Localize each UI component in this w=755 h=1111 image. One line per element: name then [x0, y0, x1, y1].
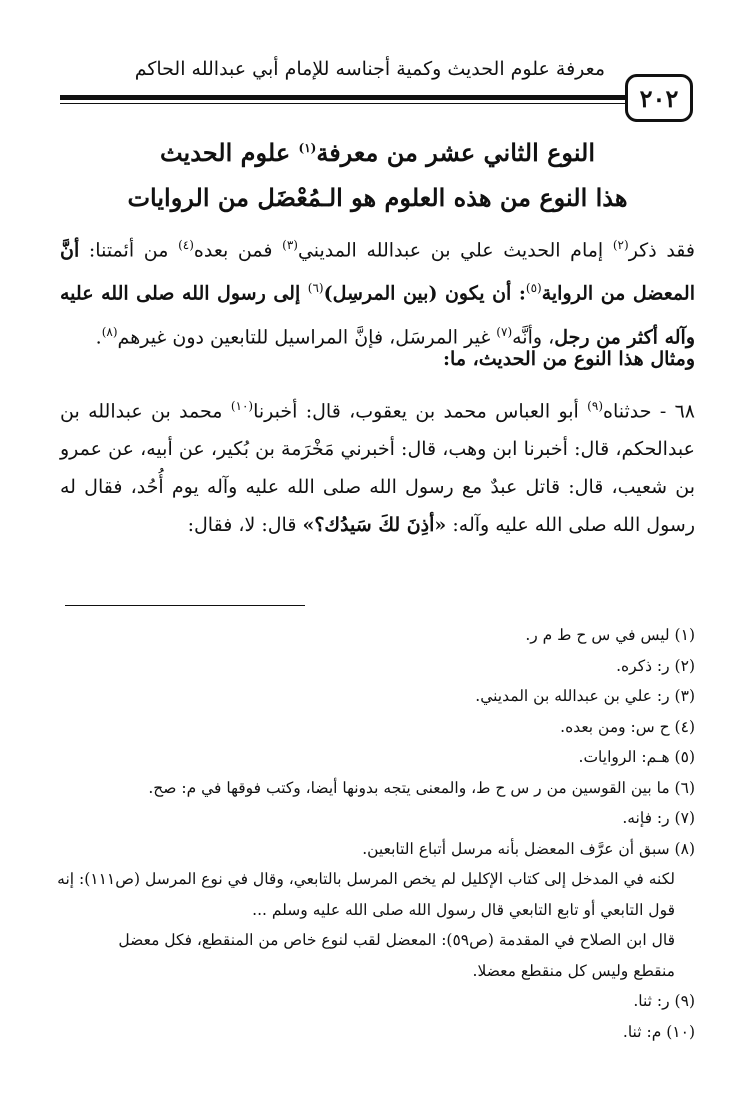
bold-run: «أذِنَ لكَ سَيدُك؟» [302, 514, 447, 537]
footnote: (١٠) م: ثنا. [622, 1022, 695, 1041]
text-run: ٦٨ - حدثناه [603, 400, 695, 423]
page-number: ٢٠٢ [625, 74, 693, 122]
header-rule-thick [60, 95, 625, 100]
text-run: . [95, 325, 102, 348]
footnote-continuation: قال ابن الصلاح في المقدمة (ص٥٩): المعضل لقب لنوع خاص من المنقطع، فكل معضل [118, 931, 675, 949]
footnote-ref: (٣) [282, 238, 298, 252]
footnote-ref: (٥) [525, 281, 542, 296]
footnotes [57, 620, 695, 1047]
footnote-ref: (٤) [178, 238, 194, 252]
footnote: (٤) ح س: ومن بعده. [560, 717, 695, 736]
footnote-continuation: منقطع وليس كل منقطع معضلا. [472, 961, 675, 980]
footnote-ref: (٦) [307, 281, 324, 296]
text-run: أبو العباس محمد بن يعقوب، قال: أخبرنا [253, 400, 588, 423]
text-run: قال: لا، فقال: [187, 514, 303, 537]
text-run: إمام الحديث علي بن عبدالله المديني [297, 239, 613, 262]
footnote: (٦) ما بين القوسين من ر س ح ط، والمعنى يتجه بدونها أيضا، وكتب فوقها في م: صح. [148, 778, 695, 797]
footnote: (٣) ر: علي بن عبدالله بن المديني. [475, 687, 695, 705]
footnote-continuation: قول التابعي أو تابع التابعي قال رسول الله صلى الله عليه وسلم ... [252, 900, 675, 919]
bold-run: إلى رسول الله صلى الله عليه وآله أكثر من رجل [60, 282, 695, 348]
text-run: من أئمتنا: [79, 239, 179, 262]
footnote-ref: (٧) [496, 324, 513, 339]
text-run: محمد بن عبدالله بن عبدالحكم، قال: أخبرنا ابن وهب، قال: أخبرني مَخْرَمة بن بُكير، عن أبيه، عن عمرو بن شعيب، قال: قاتل عبدٌ مع رسول الله صلى الله عليه وآله يوم أُحُد، فقال له رسول الله صلى الله عليه وآله: [60, 400, 695, 537]
footnote: (٩) ر: ثنا. [633, 992, 695, 1010]
hadith-68 [60, 387, 695, 544]
text-run: غير المرسَل، فإنَّ المراسيل للتابعين دون غيرهم [117, 325, 497, 348]
text-run: فمن بعده [193, 239, 283, 262]
chapter-heading [60, 138, 695, 167]
footnote-continuation: لكنه في المدخل إلى كتاب الإكليل لم يخص المرسل بالتابعي، وقال في نوع المرسل (ص١١١): إنه [57, 870, 675, 888]
text-run: فقد ذكر [628, 239, 696, 262]
footnote-ref: (٢) [612, 238, 629, 252]
footnote-ref: (١٠) [230, 399, 254, 413]
footnote-separator [65, 605, 305, 606]
footnote: (١) ليس في س ح ط م ر. [525, 626, 695, 644]
footnote: (٧) ر: فإنه. [622, 809, 695, 827]
footnote: (٢) ر: ذكره. [616, 656, 695, 675]
paragraph-example-intro: ومثال هذا النوع من الحديث، ما: [443, 348, 695, 370]
paragraph-intro [60, 226, 695, 356]
chapter-subheading: هذا النوع من هذه العلوم هو الـمُعْضَل من الروايات [127, 183, 628, 212]
bold-run: أنَّ المعضل من الرواية [60, 239, 695, 305]
footnote-ref: (١) [298, 141, 317, 155]
running-title: معرفة علوم الحديث وكمية أجناسه للإمام أبي عبدالله الحاكم [134, 58, 605, 80]
footnote-ref: (٨) [101, 324, 118, 339]
footnote-ref: (٩) [587, 399, 603, 413]
footnote: (٥) هـم: الروايات. [578, 748, 695, 766]
text-run: ، وأنَّه [512, 325, 555, 348]
bold-run: : أن يكون (بين المرسِل) [323, 282, 526, 305]
header-rule-thin [60, 103, 625, 104]
heading-text: النوع الثاني عشر من معرفة [316, 138, 596, 167]
footnote: (٨) سبق أن عرَّف المعضل بأنه مرسل أتباع التابعين. [362, 839, 695, 858]
heading-text-end: علوم الحديث [159, 138, 299, 167]
